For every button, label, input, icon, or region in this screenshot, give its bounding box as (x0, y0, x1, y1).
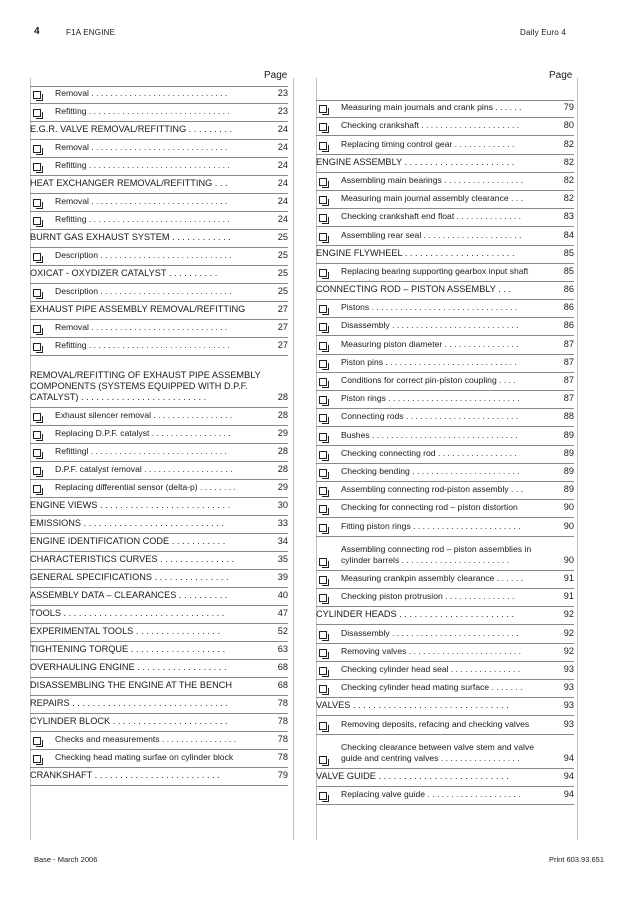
toc-subentry[interactable] (316, 227, 574, 245)
toc-entry-title: CRANKSHAFT . . . . . . . . . . . . . . . . . . . . . . . . . (30, 770, 220, 780)
toc-entry-page: 79 (277, 770, 288, 780)
toc-entry-title: DISASSEMBLING THE ENGINE AT THE BENCH (30, 680, 233, 690)
checkbox-icon (319, 142, 327, 150)
toc-entry-page: 30 (277, 500, 288, 510)
checkbox-icon (33, 449, 41, 457)
toc-entry-title: Removal . . . . . . . . . . . . . . . . . . . . . . . . . . . . . (55, 322, 228, 332)
checkbox-icon (319, 558, 327, 566)
checkbox-icon (33, 289, 41, 297)
toc-entry-title: Replacing bearing supporting gearbox input shaft (341, 265, 529, 276)
footer-print: Print 603.93.651 (548, 855, 604, 864)
checkbox-icon (319, 685, 327, 693)
toc-subentry[interactable] (30, 408, 288, 426)
toc-entry-title: Assembling main bearings . . . . . . . . . . . . . . . . . (341, 174, 523, 185)
toc-entry-page: 90 (563, 520, 574, 531)
toc-subentry[interactable] (316, 680, 574, 698)
toc-entry-page: 93 (563, 682, 574, 693)
toc-section-entry[interactable] (30, 570, 288, 588)
checkbox-icon (319, 631, 327, 639)
toc-subentry[interactable] (316, 662, 574, 680)
toc-entry-title: Pistons . . . . . . . . . . . . . . . . . . . . . . . . . . . . . . . (341, 302, 518, 313)
toc-section-entry[interactable] (30, 534, 288, 552)
toc-entry-page: 28 (277, 446, 288, 456)
toc-entry-page: 25 (277, 232, 288, 242)
toc-entry-title: Checking crankshaft . . . . . . . . . . . . . . . . . . . . . (341, 120, 520, 131)
toc-section-entry[interactable] (30, 302, 288, 320)
toc-subentry[interactable] (316, 625, 574, 643)
toc-entry-page: 94 (563, 752, 574, 763)
checkbox-icon (33, 109, 41, 117)
toc-entry-page: 24 (277, 124, 288, 134)
toc-subentry[interactable] (316, 191, 574, 209)
toc-section-entry[interactable] (30, 176, 288, 194)
toc-entry-page: 63 (277, 644, 288, 654)
toc-entry-page: 78 (277, 716, 288, 726)
toc-entry-page: 84 (563, 229, 574, 240)
toc-subentry[interactable] (316, 571, 574, 589)
toc-entry-page: 86 (563, 302, 574, 313)
toc-entry-title: Bushes . . . . . . . . . . . . . . . . . . . . . . . . . . . . . . . (341, 429, 518, 440)
toc-entry-title: Refitting . . . . . . . . . . . . . . . . . . . . . . . . . . . . . . (55, 214, 230, 224)
toc-entry-title: BURNT GAS EXHAUST SYSTEM . . . . . . . . . . . . (30, 232, 231, 242)
toc-subentry[interactable] (30, 194, 288, 212)
toc-entry-page: 24 (277, 142, 288, 152)
checkbox-icon (319, 178, 327, 186)
toc-section-entry[interactable] (30, 356, 288, 408)
toc-entry-title: Refitting . . . . . . . . . . . . . . . . . . . . . . . . . . . . . . (55, 106, 230, 116)
toc-subentry[interactable] (30, 732, 288, 750)
toc-entry-title: ENGINE IDENTIFICATION CODE . . . . . . . . . . . (30, 536, 226, 546)
toc-entry-page: 78 (277, 698, 288, 708)
toc-entry-page: 28 (277, 410, 288, 420)
toc-section-entry[interactable] (30, 714, 288, 732)
toc-section-entry[interactable] (316, 698, 574, 716)
toc-entry-title: Removal . . . . . . . . . . . . . . . . . . . . . . . . . . . . . (55, 142, 228, 152)
checkbox-icon (319, 667, 327, 675)
column-divider (293, 78, 294, 840)
toc-subentry[interactable] (316, 136, 574, 154)
toc-subentry[interactable] (316, 482, 574, 500)
toc-entry-title: REPAIRS . . . . . . . . . . . . . . . . . . . . . . . . . . . . . . . (30, 698, 228, 708)
toc-entry-title: OVERHAULING ENGINE . . . . . . . . . . . . . . . . . . (30, 662, 227, 672)
checkbox-icon (33, 199, 41, 207)
toc-entry-page: 87 (563, 356, 574, 367)
toc-subentry[interactable] (30, 426, 288, 444)
toc-entry-page: 34 (277, 536, 288, 546)
toc-entry-title: Refitting . . . . . . . . . . . . . . . . . . . . . . . . . . . . . . (55, 160, 230, 170)
toc-subentry[interactable] (30, 444, 288, 462)
toc-entry-title: Refittingl . . . . . . . . . . . . . . . . . . . . . . . . . . . . . (55, 446, 227, 456)
toc-subentry[interactable] (316, 735, 574, 769)
toc-entry-page: 33 (277, 518, 288, 528)
toc-entry-title: Assembling connecting rod-piston assembly . . . (341, 484, 523, 495)
toc-entry-title: Removing valves . . . . . . . . . . . . . . . . . . . . . . . . (341, 645, 522, 656)
toc-subentry[interactable] (316, 209, 574, 227)
toc-entry-title: ENGINE VIEWS . . . . . . . . . . . . . . . . . . . . . . . . . . (30, 500, 231, 510)
checkbox-icon (33, 343, 41, 351)
toc-entry-title: Refitting . . . . . . . . . . . . . . . . . . . . . . . . . . . . . . (55, 340, 230, 350)
toc-subentry[interactable] (316, 264, 574, 282)
toc-entry-title: Piston rings . . . . . . . . . . . . . . . . . . . . . . . . . . . . (341, 393, 520, 404)
toc-entry-title: Connecting rods . . . . . . . . . . . . . . . . . . . . . . . . (341, 411, 519, 422)
footer-edition: Base - March 2006 (34, 855, 98, 864)
checkbox-icon (33, 91, 41, 99)
toc-section-entry[interactable] (316, 607, 574, 625)
checkbox-icon (319, 451, 327, 459)
toc-entry-title: Checking head mating surfae on cylinder block (55, 752, 234, 762)
toc-subentry[interactable] (30, 750, 288, 768)
toc-entry-title: Checking for connecting rod – piston distortion (341, 502, 518, 513)
toc-subentry[interactable] (316, 589, 574, 607)
toc-entry-title: CHARACTERISTICS CURVES . . . . . . . . . . . . . . . (30, 554, 235, 564)
toc-subentry[interactable] (316, 173, 574, 191)
toc-section-entry[interactable] (30, 606, 288, 624)
toc-subentry[interactable] (316, 318, 574, 336)
toc-entry-page: 93 (563, 664, 574, 675)
toc-entry-page: 93 (563, 700, 574, 711)
toc-subentry[interactable] (30, 248, 288, 266)
toc-subentry[interactable] (316, 391, 574, 409)
toc-entry-title: E.G.R. VALVE REMOVAL/REFITTING . . . . . . . . . (30, 124, 233, 134)
checkbox-icon (319, 323, 327, 331)
toc-entry-page: 83 (563, 211, 574, 222)
toc-entry-page: 29 (277, 482, 288, 492)
toc-entry-title: Checks and measurements . . . . . . . . . . . . . . . . (55, 734, 237, 744)
toc-entry-page: 39 (277, 572, 288, 582)
toc-entry-title: VALVE GUIDE . . . . . . . . . . . . . . . . . . . . . . . . . . (316, 771, 509, 782)
checkbox-icon (319, 378, 327, 386)
toc-entry-title: Replacing differential sensor (delta-p) . . . . . . . . (55, 482, 236, 492)
checkbox-icon (319, 305, 327, 313)
toc-entry-page: 78 (277, 752, 288, 762)
toc-section-entry[interactable] (30, 230, 288, 248)
toc-subentry[interactable] (316, 537, 574, 571)
checkbox-icon (33, 737, 41, 745)
toc-entry-page: 25 (277, 250, 288, 260)
checkbox-icon (319, 214, 327, 222)
toc-entry-page: 82 (563, 174, 574, 185)
toc-entry-title: Disassembly . . . . . . . . . . . . . . . . . . . . . . . . . . . (341, 320, 519, 331)
checkbox-icon (33, 755, 41, 763)
toc-entry-title: Checking piston protrusion . . . . . . . . . . . . . . . (341, 591, 515, 602)
toc-entry-page: 68 (277, 662, 288, 672)
toc-entry-title: Exhaust silencer removal . . . . . . . . . . . . . . . . . (55, 410, 233, 420)
toc-section-entry[interactable] (30, 624, 288, 642)
toc-entry-title: Checking connecting rod . . . . . . . . . . . . . . . . . (341, 447, 517, 458)
checkbox-icon (33, 145, 41, 153)
toc-entry-title: Checking cylinder head mating surface . . . . . . . (341, 682, 523, 693)
toc-entry-page: 90 (563, 502, 574, 513)
toc-entry-title: GENERAL SPECIFICATIONS . . . . . . . . . . . . . . . (30, 572, 229, 582)
toc-section-entry[interactable] (30, 122, 288, 140)
toc-entry-title: ASSEMBLY DATA – CLEARANCES . . . . . . . . . . (30, 590, 228, 600)
checkbox-icon (33, 163, 41, 171)
toc-entry-page: 94 (563, 771, 574, 782)
checkbox-icon (319, 196, 327, 204)
checkbox-icon (319, 396, 327, 404)
toc-entry-title: ENGINE FLYWHEEL . . . . . . . . . . . . . . . . . . . . . . (316, 247, 515, 258)
checkbox-icon (319, 756, 327, 764)
toc-entry-page: 86 (563, 320, 574, 331)
toc-entry-title: Measuring main journals and crank pins . . . . . . (341, 102, 522, 113)
toc-entry-page: 93 (563, 718, 574, 729)
right-border (577, 78, 578, 840)
toc-subentry[interactable] (316, 355, 574, 373)
toc-subentry[interactable] (316, 446, 574, 464)
toc-subentry[interactable] (30, 140, 288, 158)
toc-subentry[interactable] (30, 462, 288, 480)
page-column-label-right: Page (549, 70, 573, 81)
checkbox-icon (33, 253, 41, 261)
section-title: F1A ENGINE (66, 28, 116, 37)
toc-entry-title: EXPERIMENTAL TOOLS . . . . . . . . . . . . . . . . . (30, 626, 221, 636)
checkbox-icon (319, 105, 327, 113)
toc-section-entry[interactable] (30, 642, 288, 660)
toc-entry-page: 78 (277, 734, 288, 744)
toc-entry-title: Assembling connecting rod – piston assemblies in cylinder barrels . . . . . . . . . . . . . . . . . . . . . . . (341, 543, 532, 565)
checkbox-icon (319, 594, 327, 602)
toc-entry-title: ENGINE ASSEMBLY . . . . . . . . . . . . . . . . . . . . . . (316, 156, 515, 167)
toc-entry-title: Removal . . . . . . . . . . . . . . . . . . . . . . . . . . . . . (55, 88, 228, 98)
toc-entry-page: 68 (277, 680, 288, 690)
toc-entry-title: Description . . . . . . . . . . . . . . . . . . . . . . . . . . . . (55, 250, 232, 260)
toc-subentry[interactable] (30, 320, 288, 338)
toc-entry-title: Removing deposits, refacing and checking valves (341, 718, 530, 729)
toc-subentry[interactable] (316, 409, 574, 427)
toc-subentry[interactable] (316, 464, 574, 482)
toc-subentry[interactable] (316, 118, 574, 136)
toc-entry-title: EMISSIONS . . . . . . . . . . . . . . . . . . . . . . . . . . . . (30, 518, 224, 528)
toc-section-entry[interactable] (316, 282, 574, 300)
toc-right-column (316, 100, 574, 805)
checkbox-icon (319, 487, 327, 495)
toc-entry-title: REMOVAL/REFITTING OF EXHAUST PIPE ASSEMBLY COMPONENTS (SYSTEMS EQUIPPED WITH D.P.F. CATALYST) . . . . . . . . . . . . . . . . . . . . . . . . . (30, 370, 261, 402)
toc-entry-page: 29 (277, 428, 288, 438)
checkbox-icon (319, 505, 327, 513)
toc-entry-page: 40 (277, 590, 288, 600)
page-column-label-left: Page (264, 70, 288, 81)
toc-entry-page: 79 (563, 102, 574, 113)
toc-entry-page: 92 (563, 645, 574, 656)
checkbox-icon (33, 217, 41, 225)
toc-entry-title: Checking bending . . . . . . . . . . . . . . . . . . . . . . . (341, 465, 520, 476)
toc-section-entry[interactable] (30, 768, 288, 786)
checkbox-icon (319, 233, 327, 241)
model-title: Daily Euro 4 (520, 28, 566, 37)
toc-entry-title: Fitting piston rings . . . . . . . . . . . . . . . . . . . . . . . (341, 520, 521, 531)
toc-entry-title: Measuring crankpin assembly clearance . . . . . . (341, 573, 523, 584)
toc-subentry[interactable] (316, 427, 574, 445)
checkbox-icon (319, 524, 327, 532)
toc-subentry[interactable] (316, 100, 574, 118)
toc-entry-page: 28 (277, 392, 288, 402)
toc-entry-page: 92 (563, 609, 574, 620)
toc-entry-title: Replacing timing control gear . . . . . . . . . . . . . (341, 138, 515, 149)
toc-entry-page: 82 (563, 193, 574, 204)
toc-entry-page: 35 (277, 554, 288, 564)
toc-entry-page: 47 (277, 608, 288, 618)
toc-entry-page: 27 (277, 322, 288, 332)
checkbox-icon (319, 649, 327, 657)
toc-entry-title: Checking clearance between valve stem and valve guide and centring valves . . . . . . . . . . . . . . . . . (341, 741, 534, 763)
toc-entry-title: Conditions for correct pin-piston coupling . . . . (341, 375, 516, 385)
toc-entry-page: 92 (563, 627, 574, 638)
toc-section-entry[interactable] (316, 246, 574, 264)
toc-entry-page: 85 (563, 247, 574, 258)
toc-entry-page: 27 (277, 304, 288, 314)
toc-subentry[interactable] (316, 716, 574, 734)
toc-entry-page: 90 (563, 554, 574, 565)
checkbox-icon (319, 123, 327, 131)
toc-entry-page: 82 (563, 156, 574, 167)
toc-section-entry[interactable] (316, 769, 574, 787)
toc-subentry[interactable] (316, 518, 574, 536)
toc-entry-page: 85 (563, 265, 574, 276)
toc-section-entry[interactable] (30, 660, 288, 678)
toc-entry-page: 88 (563, 411, 574, 422)
checkbox-icon (33, 485, 41, 493)
toc-entry-title: VALVES . . . . . . . . . . . . . . . . . . . . . . . . . . . . . . . (316, 700, 509, 711)
toc-subentry[interactable] (316, 500, 574, 518)
toc-subentry[interactable] (316, 787, 574, 805)
toc-section-entry[interactable] (30, 516, 288, 534)
toc-subentry[interactable] (30, 104, 288, 122)
toc-entry-title: HEAT EXCHANGER REMOVAL/REFITTING . . . (30, 178, 228, 188)
toc-left-column (30, 86, 288, 786)
checkbox-icon (319, 433, 327, 441)
toc-entry-page: 23 (277, 106, 288, 116)
toc-entry-page: 23 (277, 88, 288, 98)
toc-entry-page: 52 (277, 626, 288, 636)
toc-entry-page: 87 (563, 338, 574, 349)
toc-subentry[interactable] (30, 86, 288, 104)
toc-subentry[interactable] (30, 338, 288, 356)
toc-subentry[interactable] (30, 480, 288, 498)
toc-entry-title: Checking crankshaft end float . . . . . . . . . . . . . . (341, 211, 522, 222)
checkbox-icon (33, 325, 41, 333)
toc-entry-page: 87 (563, 375, 574, 385)
toc-entry-title: Assembling rear seal . . . . . . . . . . . . . . . . . . . . . (341, 229, 522, 240)
toc-entry-page: 80 (563, 120, 574, 131)
toc-entry-title: Replacing valve guide . . . . . . . . . . . . . . . . . . . . (341, 789, 521, 800)
checkbox-icon (319, 792, 327, 800)
toc-section-entry[interactable] (30, 498, 288, 516)
toc-entry-page: 25 (277, 268, 288, 278)
toc-entry-page: 24 (277, 178, 288, 188)
toc-entry-title: Description . . . . . . . . . . . . . . . . . . . . . . . . . . . . (55, 286, 232, 296)
toc-entry-page: 89 (563, 465, 574, 476)
toc-subentry[interactable] (316, 644, 574, 662)
toc-entry-page: 86 (563, 284, 574, 295)
toc-entry-title: TOOLS . . . . . . . . . . . . . . . . . . . . . . . . . . . . . . . . (30, 608, 225, 618)
page-number: 4 (34, 26, 40, 37)
toc-entry-title: Replacing D.P.F. catalyst . . . . . . . . . . . . . . . . . (55, 428, 231, 438)
toc-subentry[interactable] (316, 336, 574, 354)
toc-entry-title: Disassembly . . . . . . . . . . . . . . . . . . . . . . . . . . . (341, 627, 519, 638)
toc-entry-page: 27 (277, 340, 288, 350)
toc-entry-title: OXICAT - OXYDIZER CATALYST . . . . . . . . . . (30, 268, 218, 278)
toc-subentry[interactable] (316, 373, 574, 391)
toc-subentry[interactable] (30, 212, 288, 230)
checkbox-icon (33, 413, 41, 421)
checkbox-icon (319, 342, 327, 350)
toc-entry-title: CYLINDER HEADS . . . . . . . . . . . . . . . . . . . . . . . (316, 609, 515, 620)
toc-entry-page: 91 (563, 573, 574, 584)
checkbox-icon (319, 360, 327, 368)
toc-entry-page: 89 (563, 429, 574, 440)
toc-entry-page: 24 (277, 214, 288, 224)
toc-entry-page: 91 (563, 591, 574, 602)
toc-entry-page: 24 (277, 196, 288, 206)
toc-entry-page: 94 (563, 789, 574, 800)
toc-entry-page: 25 (277, 286, 288, 296)
toc-entry-page: 28 (277, 464, 288, 474)
checkbox-icon (33, 431, 41, 439)
toc-section-entry[interactable] (30, 552, 288, 570)
toc-section-entry[interactable] (30, 588, 288, 606)
toc-entry-title: Measuring main journal assembly clearance . . . (341, 193, 523, 204)
toc-entry-title: Removal . . . . . . . . . . . . . . . . . . . . . . . . . . . . . (55, 196, 228, 206)
checkbox-icon (33, 467, 41, 475)
toc-entry-page: 82 (563, 138, 574, 149)
toc-entry-title: TIGHTENING TORQUE . . . . . . . . . . . . . . . . . . . (30, 644, 226, 654)
toc-entry-title: Checking cylinder head seal . . . . . . . . . . . . . . . (341, 664, 521, 675)
toc-entry-title: CYLINDER BLOCK . . . . . . . . . . . . . . . . . . . . . . . (30, 716, 228, 726)
toc-section-entry[interactable] (30, 266, 288, 284)
toc-subentry[interactable] (316, 300, 574, 318)
toc-subentry[interactable] (30, 284, 288, 302)
checkbox-icon (319, 469, 327, 477)
toc-entry-title: Piston pins . . . . . . . . . . . . . . . . . . . . . . . . . . . . (341, 356, 517, 367)
checkbox-icon (319, 269, 327, 277)
toc-entry-page: 87 (563, 393, 574, 404)
toc-entry-page: 89 (563, 484, 574, 495)
toc-section-entry[interactable] (316, 155, 574, 173)
toc-entry-title: EXHAUST PIPE ASSEMBLY REMOVAL/REFITTING (30, 304, 246, 314)
toc-subentry[interactable] (30, 158, 288, 176)
toc-entry-page: 24 (277, 160, 288, 170)
toc-section-entry[interactable] (30, 696, 288, 714)
checkbox-icon (319, 722, 327, 730)
toc-entry-page: 89 (563, 447, 574, 458)
checkbox-icon (319, 414, 327, 422)
toc-entry-title: D.P.F. catalyst removal . . . . . . . . . . . . . . . . . . . (55, 464, 233, 474)
toc-section-entry[interactable] (30, 678, 288, 696)
toc-entry-title: CONNECTING ROD – PISTON ASSEMBLY . . . (316, 284, 512, 295)
checkbox-icon (319, 576, 327, 584)
toc-entry-title: Measuring piston diameter . . . . . . . . . . . . . . . . (341, 338, 519, 349)
